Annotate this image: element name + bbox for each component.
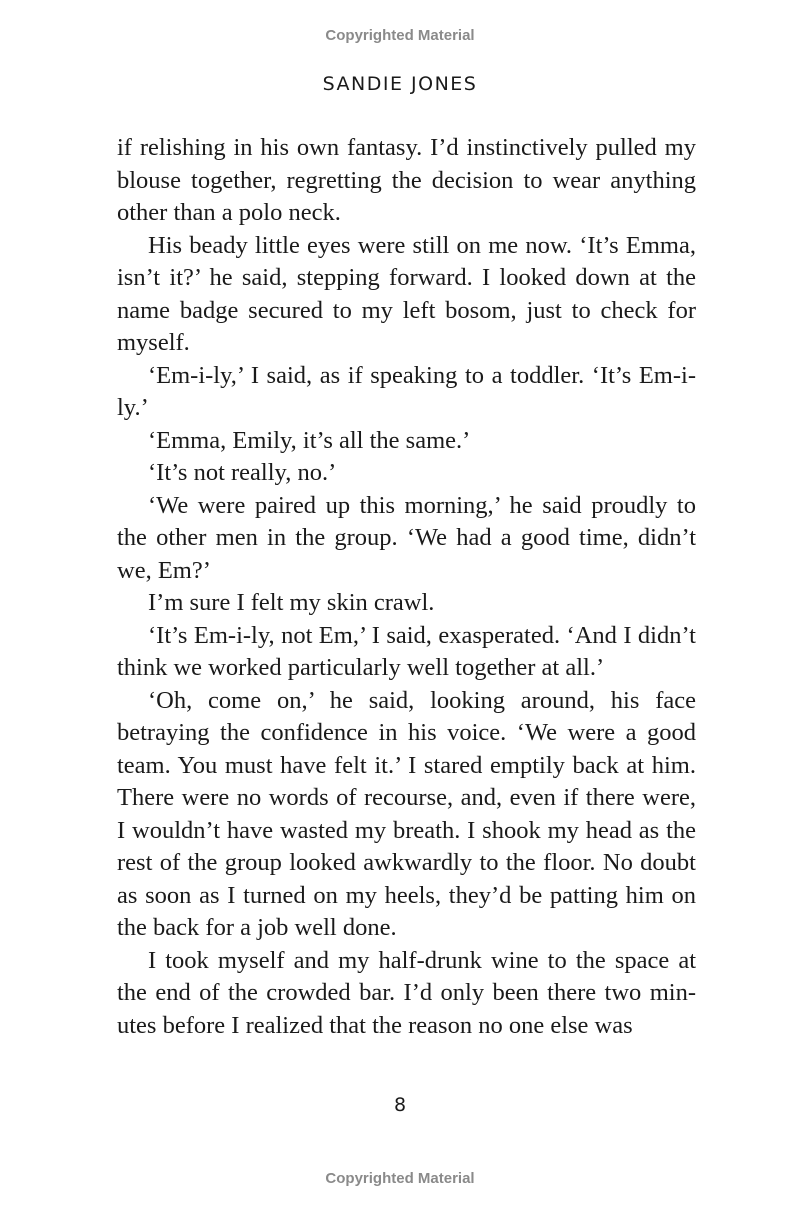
paragraph: ‘It’s not really, no.’ — [148, 459, 337, 486]
running-head-author: SANDIE JONES — [322, 73, 478, 95]
paragraph: ‘We were paired up this morning,’ he said proudly to the other men in the group. ‘We had a good time, didn’t we, Em?’ — [117, 491, 696, 584]
page-number: 8 — [393, 1094, 407, 1116]
copyright-watermark-top: Copyrighted Material — [325, 27, 475, 44]
paragraph: I took myself and my half-drunk wine to the space at the end of the crowded bar. I’d only been there two min-utes before I realized that the reason no one else was — [117, 946, 696, 1039]
paragraph: His beady little eyes were still on me now. ‘It’s Emma, isn’t it?’ he said, stepping forward. I looked down at the name badge secured to my left bosom, just to check for myself. — [117, 231, 696, 356]
paragraph: ‘Em-i-ly,’ I said, as if speaking to a toddler. ‘It’s Em-i-ly.’ — [117, 361, 696, 421]
copyright-watermark-bottom: Copyrighted Material — [325, 1170, 475, 1187]
body-text — [117, 132, 696, 1042]
paragraph: ‘Emma, Emily, it’s all the same.’ — [148, 426, 471, 454]
paragraph: I’m sure I felt my skin crawl. — [148, 589, 435, 616]
paragraph: ‘Oh, come on,’ he said, looking around, his face betraying the confidence in his voice. ‘We were a good team. You must have felt it.’ I stared emptily back at him. There were no words of recourse, and, even if there were, I wouldn’t have wasted my breath. I shook my head as the rest of the group looked awkwardly to the floor. No doubt as soon as I turned on my heels, they’d be patting him on the back for a job well done. — [117, 686, 696, 941]
paragraph: if relishing in his own fantasy. I’d instinctively pulled my blouse together, regretting the decision to wear anything other than a polo neck. — [117, 134, 696, 226]
paragraph: ‘It’s Em-i-ly, not Em,’ I said, exasperated. ‘And I didn’t think we worked particularly well together at all.’ — [117, 621, 696, 681]
